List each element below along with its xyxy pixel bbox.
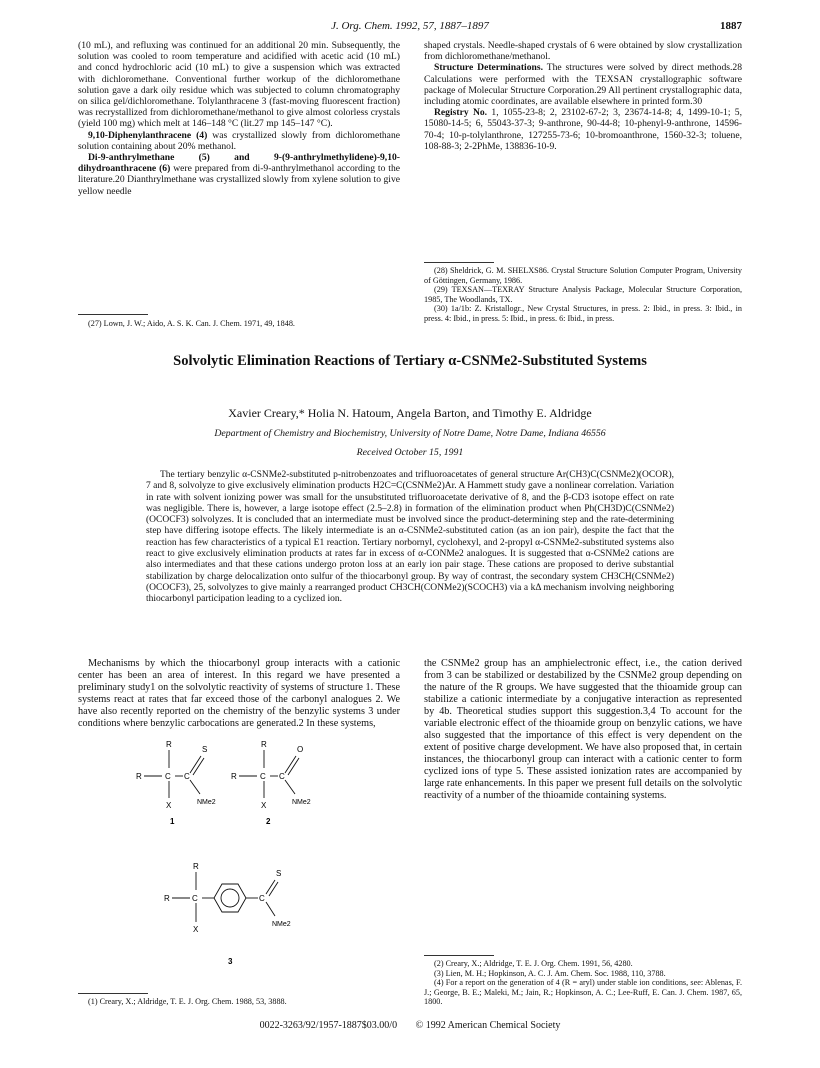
page-footer bbox=[0, 1020, 820, 1031]
structures-1-2 bbox=[108, 738, 378, 853]
footnote: (4) For a report on the generation of 4 (R = aryl) under stable ion conditions, see: Ablenas, F. J.; George, B. E.; Maleki, M.; Jain, R.; Hopkinson, A. C.; Lee-Ruff, E. Can. J. Chem. 1987, 65, 1800. bbox=[424, 978, 742, 1007]
svg-text:X: X bbox=[193, 925, 199, 934]
svg-text:S: S bbox=[276, 869, 282, 878]
svg-text:R: R bbox=[231, 772, 237, 781]
article-affiliation: Department of Chemistry and Biochemistry, University of Notre Dame, Notre Dame, Indiana 46556 bbox=[214, 428, 606, 439]
svg-text:R: R bbox=[193, 862, 199, 871]
article-authors: Xavier Creary,* Holia N. Hatoum, Angela Barton, and Timothy E. Aldridge bbox=[228, 406, 592, 420]
prev-article-right-column bbox=[424, 40, 742, 152]
paragraph: Mechanisms by which the thiocarbonyl group interacts with a cationic center has been an area of interest. In this regard we have presented a preliminary study1 on the solvolytic reactivity of systems of structure 1. These systems react at rates that far exceed those of the carbonyl analogues 2. We have also recently reported on the chemistry of the benzylic systems 3 under conditions where benzylic carbocations are generated.2 In these systems, bbox=[78, 658, 400, 729]
svg-text:R: R bbox=[136, 772, 142, 781]
paragraph: Di-9-anthrylmethane (5) and 9-(9-anthrylmethylidene)-9,10-dihydroanthracene (6) were prepared from di-9-anthrylmethanol according to the literature.20 Dianthrylmethane was crystallized slowly from xylene solution to give yellow needle bbox=[78, 152, 400, 197]
body-left-column bbox=[78, 658, 400, 730]
prev-footnotes-right bbox=[424, 266, 742, 324]
paragraph: 9,10-Diphenylanthracene (4) was crystallized slowly from dichloromethane solution containing about 20% methanol. bbox=[78, 129, 400, 152]
svg-text:2: 2 bbox=[266, 817, 271, 826]
running-header bbox=[78, 20, 742, 36]
footnote: (27) Lown, J. W.; Aido, A. S. K. Can. J. Chem. 1971, 49, 1848. bbox=[88, 319, 295, 328]
svg-text:R: R bbox=[261, 740, 267, 749]
page-number: 1887 bbox=[720, 20, 742, 32]
article-code: 0022-3263/92/1957-1887$03.00/0 bbox=[259, 1020, 398, 1031]
received-date: Received October 15, 1991 bbox=[356, 447, 464, 458]
svg-text:S: S bbox=[202, 745, 208, 754]
footnote-divider bbox=[78, 993, 148, 994]
footnote-divider bbox=[424, 955, 494, 956]
svg-text:C: C bbox=[165, 772, 171, 781]
footnote: (28) Sheldrick, G. M. SHELXS86. Crystal Structure Solution Computer Program, University of Göttingen, Germany, 1986. bbox=[424, 266, 742, 285]
article-title: Solvolytic Elimination Reactions of Tertiary α-CSNMe2-Substituted Systems bbox=[173, 353, 647, 369]
svg-text:C: C bbox=[259, 894, 265, 903]
paragraph: the CSNMe2 group has an amphielectronic effect, i.e., the cation derived from 3 can be stabilized or destabilized by the CSNMe2 group depending on the nature of the R groups. We have suggested that the thioamide group can stabilize a cationic intermediate by a conjugative interaction as represented by 4b. Theoretical studies support this suggestion.3,4 To account for the variable electronic effect of the thioamide group on benzylic cations, we have also suggested that the importance of this effect is very dependent on the extent of positive charge development. We have also proposed that, in certain instances, the thiocarbonyl group can interact with a cationic center to form cyclized ions of type 5. These assisted ionization rates are accompanied by large rate enhancements. In this paper we present full details on the solvolytic reactivity of a number of the thioamide containing systems. bbox=[424, 658, 742, 801]
svg-text:NMe2: NMe2 bbox=[197, 799, 216, 806]
footnote: (1) Creary, X.; Aldridge, T. E. J. Org. Chem. 1988, 53, 3888. bbox=[88, 997, 287, 1006]
svg-text:X: X bbox=[261, 801, 267, 810]
svg-text:C: C bbox=[192, 894, 198, 903]
journal-citation: J. Org. Chem. 1992, 57, 1887–1897 bbox=[331, 20, 489, 32]
svg-text:R: R bbox=[164, 894, 170, 903]
footnote: (2) Creary, X.; Aldridge, T. E. J. Org. Chem. 1991, 56, 4280. bbox=[434, 959, 633, 968]
footnote-divider bbox=[424, 262, 494, 263]
svg-text:C: C bbox=[279, 772, 285, 781]
abstract bbox=[146, 470, 674, 606]
footnote: (3) Lien, M. H.; Hopkinson, A. C. J. Am. Chem. Soc. 1988, 110, 3788. bbox=[434, 968, 666, 978]
structure-1 bbox=[136, 740, 216, 826]
prev-article-left-column bbox=[78, 40, 400, 197]
body-footnote-left bbox=[78, 997, 400, 1007]
footnote: (30) 1a/1b: Z. Kristallogr., New Crystal Structures, in press. 2: Ibid., in press. 3: Ibid., in press. 4: Ibid., in press. 5: Ibid., in press. 6: Ibid., in press. bbox=[424, 304, 742, 323]
paragraph: shaped crystals. Needle-shaped crystals of 6 were obtained by slow crystallization from dichloromethane/methanol. bbox=[424, 40, 742, 63]
copyright: © 1992 American Chemical Society bbox=[415, 1020, 561, 1031]
body-footnotes-right bbox=[424, 959, 742, 1007]
abstract-text: The tertiary benzylic α-CSNMe2-substituted p-nitrobenzoates and trifluoroacetates of general structure Ar(CH3)C(CSNMe2)(OCOR), 7 and 8, solvolyze to give exclusively elimination products H2C=C(CSNMe2)Ar. A Hammett study gave a nonlinear correlation. Variation in rate with solvent ionizing power was small for the unsubstituted trifluoroacetate derivative of 8, and the β-CD3 isotope effect on rate was negligible. There is, however, a large isotope effect (2.5–2.8) in formation of the elimination product when Ph(CH3D)C(CSNMe2)(OCOCF3) solvolyzes. It is concluded that an intermediate must be involved since the product-determining step and the rate-determining step have differing isotope effects. The likely intermediate is an α-CSNMe2-substituted cation (as an ion pair), despite the fact that the reaction has few characteristics of a typical E1 reaction. Tertiary norbornyl, cyclohexyl, and 2-propyl α-CSNMe2-substituted systems also react to give exclusively elimination products at rates far in excess of α-CONMe2 analogues. It is suggested that α-CSNMe2 cations are also intermediates and that these cations undergo proton loss at an early ion pair stage. These cations are proposed to derive substantial stabilization by charge delocalization onto sulfur of the thiocarbonyl group. By way of contrast, the secondary system CH3CH(CSNMe2)(OCOCF3), 25, solvolyzes to give mainly a rearranged product CH3CH(CONMe2)(SCOCH3) via a kΔ mechanism involving neighboring thiocarbonyl participation leading to a cyclized ion. bbox=[146, 470, 674, 605]
svg-text:3: 3 bbox=[228, 957, 233, 966]
svg-text:1: 1 bbox=[170, 817, 175, 826]
prev-footnote-left bbox=[78, 319, 400, 329]
footnote: (29) TEXSAN—TEXRAY Structure Analysis Package, Molecular Structure Corporation, 1985, The Woodlands, TX. bbox=[424, 285, 742, 304]
svg-text:X: X bbox=[166, 801, 172, 810]
svg-text:C: C bbox=[260, 772, 266, 781]
svg-text:NMe2: NMe2 bbox=[292, 799, 311, 806]
structure-3 bbox=[140, 860, 340, 975]
svg-text:R: R bbox=[166, 740, 172, 749]
svg-text:NMe2: NMe2 bbox=[272, 921, 291, 928]
structure-2 bbox=[231, 740, 311, 826]
paragraph: (10 mL), and refluxing was continued for an additional 20 min. Subsequently, the solution was cooled to room temperature and acidified with acetic acid (10 mL) and concd hydrochloric acid (10 mL) to give a suspension which was extracted with dichloromethane. Conventional further workup of the dichloromethane solution gave a dark oily residue which was subjected to column chromatography on silica gel/dichloromethane. Tolylanthracene 3 (fast-moving fluorescent fraction) was recrystallized from dichloromethane/methanol to give almost colorless crystals (yield 100 mg) which melt at 146–148 °C (lit.27 mp 145–147 °C). bbox=[78, 40, 400, 130]
paragraph: Registry No. 1, 1055-23-8; 2, 23102-67-2; 3, 23674-14-8; 4, 1499-10-1; 5, 15080-14-5; 6, 55043-37-3; 9-anthrone, 90-44-8; 10-phenyl-9-anthrone, 14596-70-4; 10-p-tolylanthrone, 127255-73-6; 10-bromoanthrone, 1560-32-3; toluene, 108-88-3; 2-2PhMe, 138836-10-9. bbox=[424, 107, 742, 152]
svg-text:C: C bbox=[184, 772, 190, 781]
footnote-divider bbox=[78, 314, 148, 315]
svg-text:O: O bbox=[297, 745, 304, 754]
body-right-column bbox=[424, 658, 742, 802]
paragraph: Structure Determinations. The structures were solved by direct methods.28 Calculations were performed with the TEXSAN crystallographic software package of Molecular Structure Corporation.29 All pertinent crystallographic data, including atomic coordinates, are available elsewhere in printed form.30 bbox=[424, 62, 743, 108]
